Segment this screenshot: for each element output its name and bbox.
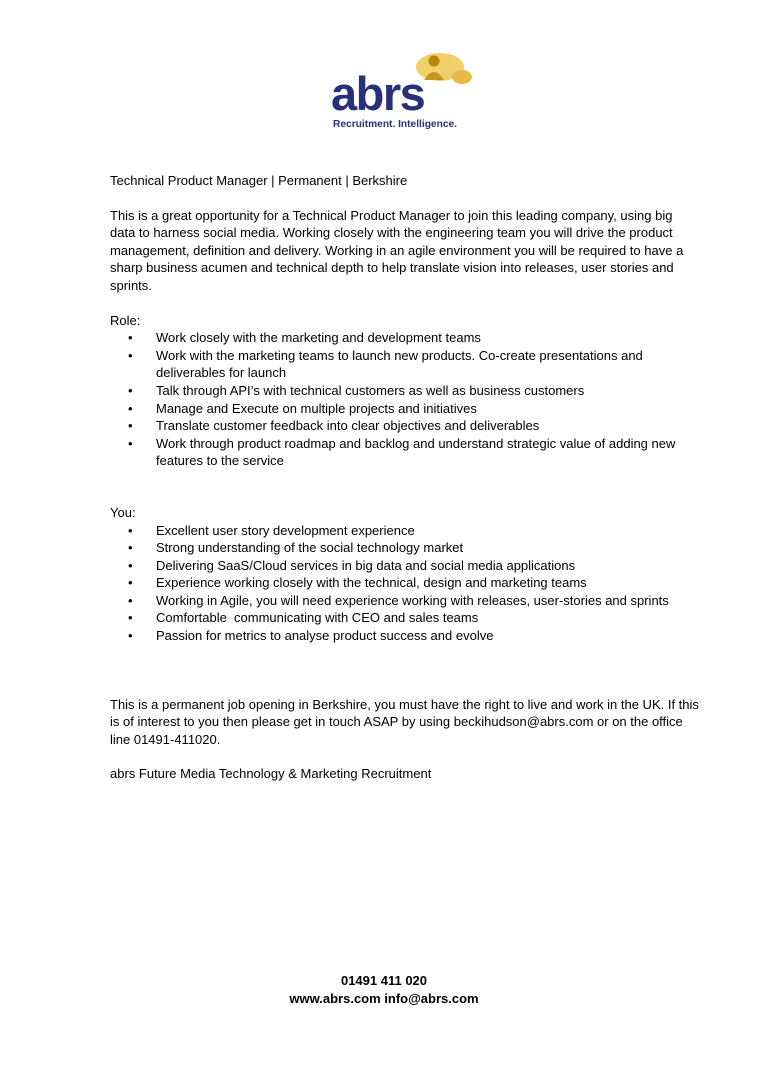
logo-person-head xyxy=(429,56,440,67)
role-heading: Role: xyxy=(110,312,141,328)
you-item-text: Experience working closely with the technical, design and marketing teams xyxy=(156,575,587,591)
footer-web-email: www.abrs.com info@abrs.com xyxy=(289,990,479,1006)
role-item-text: Talk through API’s with technical customers as well as business customers xyxy=(156,382,585,398)
role-item-text: Manage and Execute on multiple projects and initiatives xyxy=(156,400,477,416)
role-section xyxy=(110,312,710,470)
closing-line: is of interest to you then please get in touch ASAP by using beckihudson@abrs.com or on the office xyxy=(110,714,683,730)
you-item-text: Delivering SaaS/Cloud services in big data and social media applications xyxy=(156,557,576,573)
logo-wordmark: abrs xyxy=(331,67,425,120)
intro-line: sprints. xyxy=(110,277,152,293)
you-item xyxy=(128,592,710,610)
job-title: Technical Product Manager | Permanent | Berkshire xyxy=(110,173,408,188)
role-item xyxy=(128,347,710,382)
closing-paragraph xyxy=(110,696,710,749)
role-list xyxy=(110,329,710,470)
bullet-icon: • xyxy=(128,347,133,363)
footer xyxy=(0,972,768,1007)
you-section xyxy=(110,504,710,645)
role-item-text: Translate customer feedback into clear objectives and deliverables xyxy=(156,418,540,434)
bullet-icon: • xyxy=(128,435,133,451)
you-item-text: Comfortable communicating with CEO and sales teams xyxy=(156,610,479,626)
role-item-text: Work closely with the marketing and development teams xyxy=(156,330,481,346)
role-item xyxy=(128,382,710,400)
role-item xyxy=(128,435,710,470)
you-item xyxy=(128,522,710,540)
logo-tagline: Recruitment. Intelligence. xyxy=(333,119,457,130)
bullet-icon: • xyxy=(128,382,133,398)
you-item-text: Strong understanding of the social technology market xyxy=(156,540,464,556)
bullet-icon: • xyxy=(128,400,133,416)
you-item-text: Working in Agile, you will need experience working with releases, user-stories and sprints xyxy=(156,592,669,608)
bullet-icon: • xyxy=(128,628,133,644)
you-item xyxy=(128,574,710,592)
document-body xyxy=(110,172,710,800)
signature: abrs Future Media Technology & Marketing Recruitment xyxy=(110,766,432,782)
bullet-icon: • xyxy=(128,592,133,608)
you-heading: You: xyxy=(110,504,136,520)
role-item-text: Work through product roadmap and backlog and understand strategic value of adding new xyxy=(156,435,676,451)
role-item-text: features to the service xyxy=(156,453,284,469)
intro-line: sharp business acumen and technical depth to help translate vision into releases, user stories and xyxy=(110,260,674,276)
you-item-text: Excellent user story development experience xyxy=(156,522,415,538)
closing-line: line 01491-411020. xyxy=(110,731,221,747)
role-item xyxy=(128,417,710,435)
bullet-icon: • xyxy=(128,540,133,556)
intro-line: This is a great opportunity for a Technical Product Manager to join this leading company, using big xyxy=(110,207,673,223)
role-item-text: deliverables for launch xyxy=(156,365,287,381)
you-list xyxy=(110,522,710,645)
intro-line: management, definition and delivery. Working in an agile environment you will be required to have a xyxy=(110,242,684,258)
footer-phone: 01491 411 020 xyxy=(340,973,428,988)
bullet-icon: • xyxy=(128,610,133,626)
role-item xyxy=(128,329,710,347)
you-item xyxy=(128,539,710,557)
logo-bubble-small xyxy=(452,70,472,84)
bullet-icon: • xyxy=(128,575,133,591)
you-item-text: Passion for metrics to analyse product success and evolve xyxy=(156,628,494,644)
bullet-icon: • xyxy=(128,418,133,434)
you-item xyxy=(128,627,710,645)
bullet-icon: • xyxy=(128,557,133,573)
role-item xyxy=(128,400,710,418)
closing-line: This is a permanent job opening in Berkshire, you must have the right to live and work in the UK. If this xyxy=(110,696,699,712)
you-item xyxy=(128,609,710,627)
intro-paragraph xyxy=(110,207,710,295)
abrs-logo xyxy=(330,50,480,130)
bullet-icon: • xyxy=(128,522,133,538)
role-item-text: Work with the marketing teams to launch new products. Co-create presentations and xyxy=(156,347,643,363)
you-item xyxy=(128,557,710,575)
intro-line: data to harness social media. Working closely with the engineering team you will drive the product xyxy=(110,225,673,241)
bullet-icon: • xyxy=(128,330,133,346)
